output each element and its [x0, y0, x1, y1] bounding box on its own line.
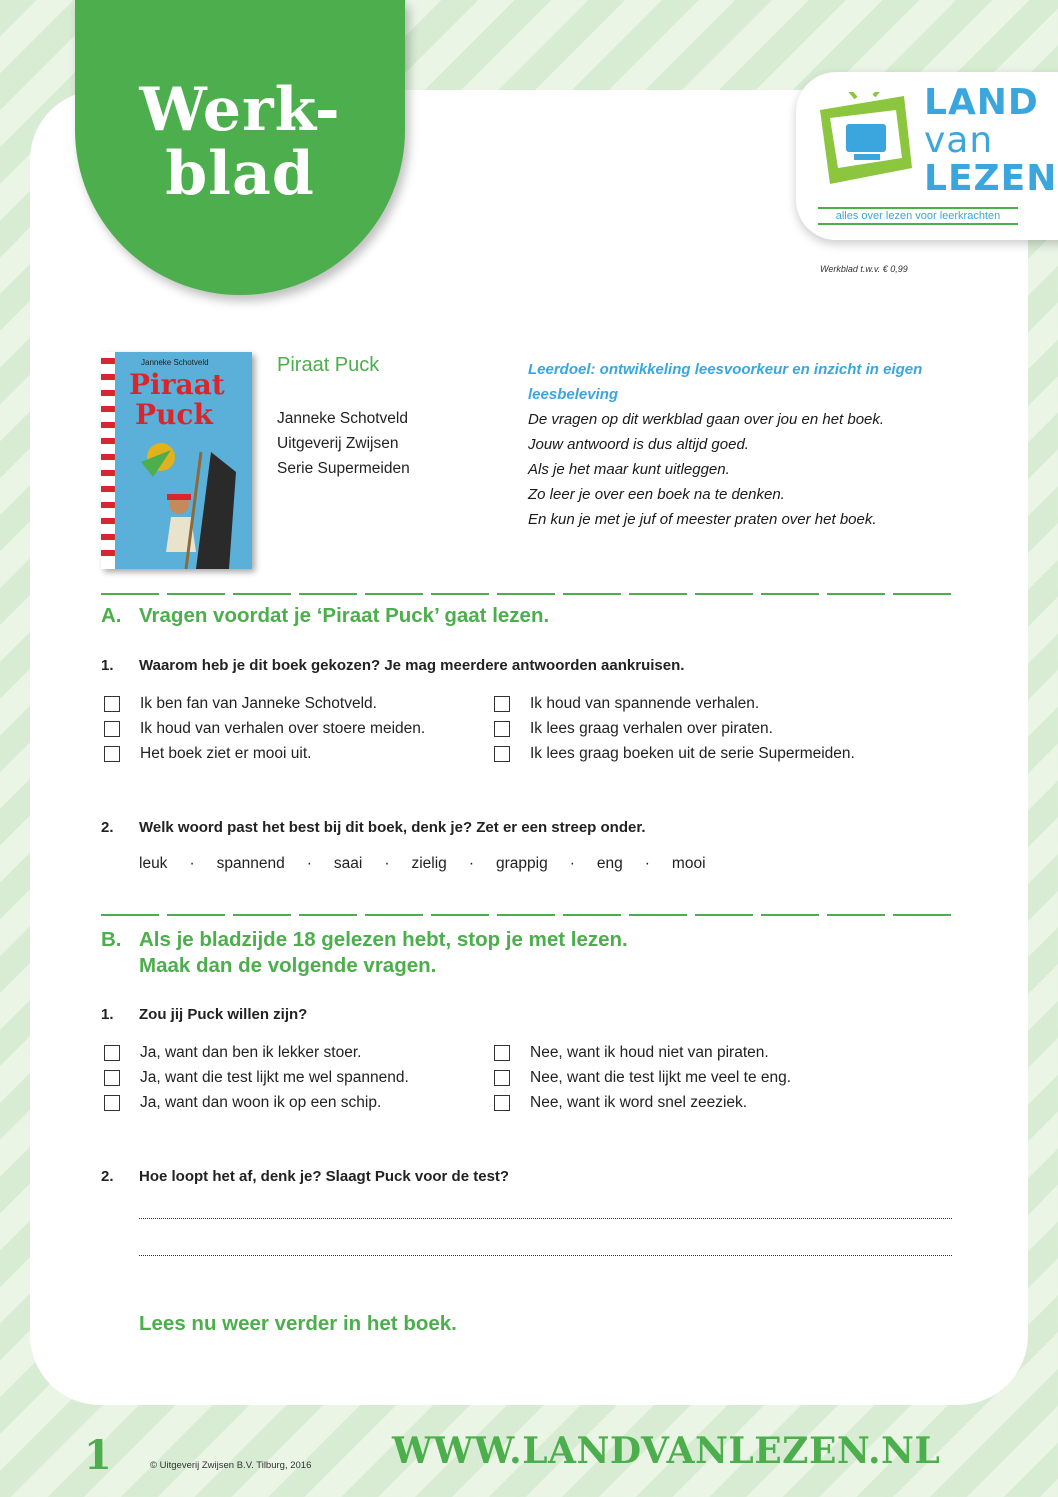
- logo-line-2: van: [924, 120, 994, 161]
- a1-option[interactable]: [494, 741, 855, 766]
- option-label: Ja, want dan ben ik lekker stoer.: [140, 1044, 362, 1061]
- option-label: Ik lees graag verhalen over piraten.: [530, 720, 773, 737]
- a1-options-left: [104, 691, 425, 766]
- checkbox[interactable]: [104, 1095, 120, 1111]
- question-b1: [101, 1006, 307, 1023]
- b1-options-left: [104, 1040, 409, 1115]
- logo-line-1: LAND: [924, 82, 1039, 123]
- a1-option[interactable]: [494, 716, 855, 741]
- section-b-heading-2: Maak dan de volgende vragen.: [139, 954, 437, 977]
- question-b2: [101, 1168, 509, 1185]
- option-label: Ja, want dan woon ik op een schip.: [140, 1094, 382, 1111]
- word-separator: ·: [569, 855, 575, 872]
- answer-line[interactable]: [139, 1255, 952, 1256]
- checkbox[interactable]: [494, 1095, 510, 1111]
- book-cover-image: [101, 352, 252, 569]
- closing-instruction: Lees nu weer verder in het boek.: [139, 1312, 457, 1335]
- learning-goal-line: Zo leer je over een boek na te denken.: [528, 486, 785, 503]
- checkbox[interactable]: [104, 1070, 120, 1086]
- option-label: Nee, want ik word snel zeeziek.: [530, 1094, 748, 1111]
- word-separator: ·: [644, 855, 650, 872]
- learning-goal: [528, 357, 958, 532]
- logo-line-3: LEZEN: [924, 158, 1058, 199]
- word-choice[interactable]: leuk: [139, 855, 168, 872]
- checkbox[interactable]: [104, 696, 120, 712]
- title-line-1: Werk-: [139, 75, 341, 145]
- a1-option[interactable]: [494, 691, 855, 716]
- word-separator: ·: [189, 855, 195, 872]
- b1-option[interactable]: [104, 1040, 409, 1065]
- b1-option[interactable]: [104, 1090, 409, 1115]
- page-number: 1: [84, 1432, 112, 1479]
- cover-author: Janneke Schotveld: [141, 358, 209, 367]
- tv-logo-icon: [816, 92, 916, 192]
- section-a-title: [101, 603, 549, 629]
- question-text: Welk woord past het best bij dit boek, denk je? Zet er een streep onder.: [139, 819, 646, 836]
- question-number: 1.: [101, 657, 114, 674]
- book-info: [277, 406, 410, 481]
- section-a-heading: Vragen voordat je ‘Piraat Puck’ gaat lezen.: [139, 604, 550, 627]
- section-a-letter: A.: [101, 604, 122, 627]
- word-choice[interactable]: grappig: [495, 855, 548, 872]
- word-separator: ·: [384, 855, 390, 872]
- b1-option[interactable]: [494, 1090, 791, 1115]
- cover-title: [129, 370, 225, 430]
- checkbox[interactable]: [104, 721, 120, 737]
- question-number: 2.: [101, 1168, 114, 1185]
- cover-title-2: Puck: [135, 398, 213, 431]
- question-text: Waarom heb je dit boek gekozen? Je mag meerdere antwoorden aankruisen.: [139, 657, 685, 674]
- section-b-title: [101, 927, 628, 979]
- word-choices: [139, 855, 728, 873]
- option-label: Ik ben fan van Janneke Schotveld.: [140, 695, 377, 712]
- copyright: © Uitgeverij Zwijsen B.V. Tilburg, 2016: [150, 1460, 312, 1471]
- checkbox[interactable]: [104, 746, 120, 762]
- checkbox[interactable]: [104, 1045, 120, 1061]
- word-choice[interactable]: eng: [596, 855, 623, 872]
- page-title: [75, 75, 405, 209]
- question-a1: [101, 657, 684, 674]
- checkbox[interactable]: [494, 1070, 510, 1086]
- section-divider: [101, 593, 958, 595]
- price-note: Werkblad t.w.v. € 0,99: [820, 264, 908, 274]
- option-label: Het boek ziet er mooi uit.: [140, 745, 312, 762]
- answer-line[interactable]: [139, 1218, 952, 1219]
- section-b-letter: B.: [101, 928, 122, 951]
- title-line-2: blad: [165, 139, 315, 209]
- a1-option[interactable]: [104, 741, 425, 766]
- question-number: 1.: [101, 1006, 114, 1023]
- b1-options-right: [494, 1040, 791, 1115]
- a1-option[interactable]: [104, 691, 425, 716]
- word-choice[interactable]: mooi: [671, 855, 706, 872]
- word-choice[interactable]: saai: [333, 855, 363, 872]
- question-text: Zou jij Puck willen zijn?: [139, 1006, 308, 1023]
- book-author: Janneke Schotveld: [277, 410, 408, 427]
- b1-option[interactable]: [104, 1065, 409, 1090]
- cover-title-1: Piraat: [129, 368, 225, 401]
- option-label: Nee, want ik houd niet van piraten.: [530, 1044, 769, 1061]
- checkbox[interactable]: [494, 746, 510, 762]
- book-publisher: Uitgeverij Zwijsen: [277, 435, 399, 452]
- checkbox[interactable]: [494, 721, 510, 737]
- checkbox[interactable]: [494, 1045, 510, 1061]
- checkbox[interactable]: [494, 696, 510, 712]
- logo-tagline: alles over lezen voor leerkrachten: [818, 207, 1018, 225]
- book-series: Serie Supermeiden: [277, 460, 410, 477]
- option-label: Ik lees graag boeken uit de serie Supermeiden.: [530, 745, 855, 762]
- option-label: Ik houd van verhalen over stoere meiden.: [140, 720, 426, 737]
- word-separator: ·: [468, 855, 474, 872]
- learning-goal-title: Leerdoel: ontwikkeling leesvoorkeur en inzicht in eigen leesbeleving: [528, 361, 923, 403]
- website-link[interactable]: WWW.LANDVANLEZEN.NL: [392, 1430, 941, 1472]
- question-text: Hoe loopt het af, denk je? Slaagt Puck voor de test?: [139, 1168, 510, 1185]
- word-choice[interactable]: zielig: [411, 855, 447, 872]
- learning-goal-line: De vragen op dit werkblad gaan over jou en het boek.: [528, 411, 885, 428]
- book-title: Piraat Puck: [277, 354, 380, 376]
- cover-stripes: [101, 352, 115, 569]
- b1-option[interactable]: [494, 1065, 791, 1090]
- logo-text: [924, 84, 1057, 198]
- option-label: Ja, want die test lijkt me wel spannend.: [140, 1069, 409, 1086]
- a1-options-right: [494, 691, 855, 766]
- section-divider: [101, 914, 958, 916]
- learning-goal-line: En kun je met je juf of meester praten over het boek.: [528, 511, 877, 528]
- section-b-heading-1: Als je bladzijde 18 gelezen hebt, stop je met lezen.: [139, 928, 628, 951]
- a1-option[interactable]: [104, 716, 425, 741]
- question-a2: [101, 819, 646, 836]
- b1-option[interactable]: [494, 1040, 791, 1065]
- learning-goal-line: Als je het maar kunt uitleggen.: [528, 461, 730, 478]
- learning-goal-line: Jouw antwoord is dus altijd goed.: [528, 436, 749, 453]
- word-choice[interactable]: spannend: [216, 855, 285, 872]
- option-label: Ik houd van spannende verhalen.: [530, 695, 760, 712]
- option-label: Nee, want die test lijkt me veel te eng.: [530, 1069, 792, 1086]
- word-separator: ·: [306, 855, 312, 872]
- question-number: 2.: [101, 819, 114, 836]
